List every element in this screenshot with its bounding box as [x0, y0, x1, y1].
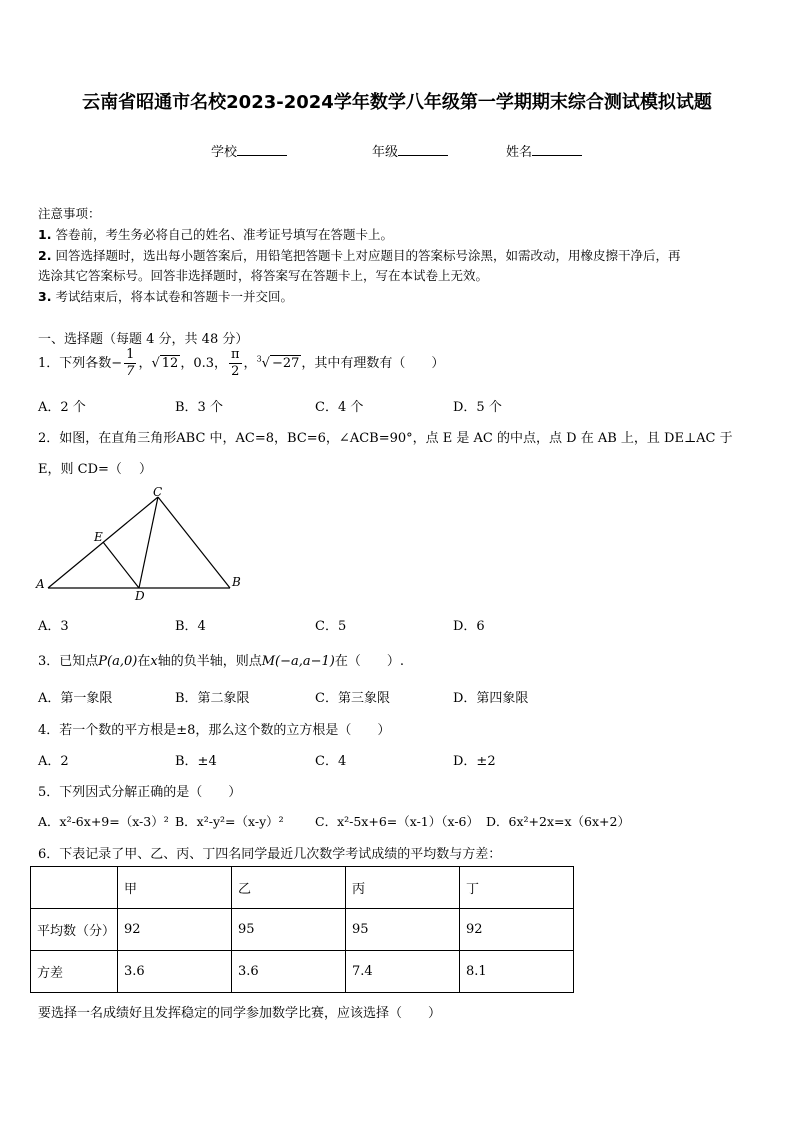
cube-root: √ −27: [261, 356, 300, 371]
table-cell: 8.1: [460, 951, 574, 993]
pi-num: π: [231, 347, 240, 362]
note-2-cont: 选涂其它答案标号。回答非选择题时，将答案写在答题卡上，写在本试卷上无效。: [38, 268, 489, 283]
pi-den: 2: [231, 364, 240, 379]
q2-line-2: E，则 CD=（ ）: [38, 462, 153, 477]
table-cell: 92: [118, 909, 232, 951]
label-e: E: [94, 530, 103, 544]
table-cell: 甲: [118, 867, 232, 909]
q3-option-d: D．第四象限: [453, 691, 529, 706]
table-header-row: [31, 867, 574, 909]
note-1: [38, 225, 393, 243]
label-d: D: [135, 589, 145, 603]
school-label: 学校: [211, 145, 238, 160]
table-cell: 乙: [232, 867, 346, 909]
q3-option-a: A．第一象限: [38, 691, 113, 706]
name-blank: [532, 143, 582, 156]
q5-option-a: A．x²-6x+9=（x-3）²: [38, 814, 169, 829]
x-axis-var: x: [150, 654, 158, 669]
label-a: A: [36, 577, 45, 591]
q5-option-c: C．x²-5x+6=（x-1）（x-6）: [315, 814, 480, 829]
q1-option-b: B．3 个: [175, 400, 223, 415]
fraction-one-seventh: [124, 347, 136, 380]
question-5: 5．下列因式分解正确的是（ ）: [38, 785, 242, 800]
grade-blank: [398, 143, 448, 156]
sqrt-12-radicand: 12: [161, 356, 179, 371]
q4-option-b: B．±4: [175, 754, 217, 769]
table-cell: 丙: [346, 867, 460, 909]
q2-option-c: C．5: [315, 619, 347, 634]
q5-option-b: B．x²-y²=（x-y）²: [175, 814, 284, 829]
grade-label: 年级: [372, 145, 399, 160]
page-title: 云南省昭通市名校2023-2024学年数学八年级第一学期期末综合测试模拟试题: [82, 92, 712, 113]
question-3: [38, 650, 404, 669]
table-cell: [31, 867, 118, 909]
school-blank: [237, 143, 287, 156]
label-b: B: [232, 575, 241, 589]
q2-option-a: A．3: [38, 619, 69, 634]
table-cell: 3.6: [232, 951, 346, 993]
side-cb: [158, 497, 230, 588]
q6-question: 要选择一名成绩好且发挥稳定的同学参加数学比赛，应该选择（ ）: [38, 1006, 442, 1021]
note-2-num: 2.: [38, 248, 52, 263]
q3-option-c: C．第三象限: [315, 691, 390, 706]
note-3: [38, 287, 293, 305]
table-cell: 方差: [31, 951, 118, 993]
q2-option-b: B．4: [175, 619, 206, 634]
q1-prefix: 1．下列各数−: [38, 356, 123, 371]
q4-option-c: C．4: [315, 754, 347, 769]
grade-field: [372, 141, 448, 160]
q1-option-c: C．4 个: [315, 400, 364, 415]
note-3-num: 3.: [38, 289, 52, 304]
table-cell: 95: [346, 909, 460, 951]
table-cell: 3.6: [118, 951, 232, 993]
table-cell: 丁: [460, 867, 574, 909]
note-1-text: 答卷前，考生务必将自己的姓名、准考证号填写在答题卡上。: [55, 227, 393, 242]
q1-option-d: D．5 个: [453, 400, 502, 415]
note-2-text: 回答选择题时，选出每小题答案后，用铅笔把答题卡上对应题目的答案标号涂黑，如需改动，用橡皮擦干净后，再: [55, 248, 681, 263]
cube-root-radicand: −27: [271, 356, 300, 371]
section-heading: 一、选择题（每题 4 分，共 48 分）: [38, 332, 249, 347]
name-field: [506, 141, 582, 160]
table-row: [31, 951, 574, 993]
point-p: P(a,0): [98, 654, 138, 669]
q1-option-a: A．2 个: [38, 400, 86, 415]
q1-suffix: ，其中有理数有（ ）: [301, 356, 445, 371]
q1-mid: ，0.3，: [180, 356, 227, 371]
q4-option-d: D．±2: [453, 754, 496, 769]
q2-line-1: 2．如图，在直角三角形ABC 中，AC=8，BC=6，∠ACB=90°，点 E 是 AC 的中点，点 D 在 AB 上，且 DE⊥AC 于: [38, 431, 733, 446]
table-cell: 平均数（分）: [31, 909, 118, 951]
sqrt-12: √ 12: [151, 356, 179, 371]
q3-prefix: 3．已知点: [38, 654, 99, 669]
q3-mid1: 在: [137, 654, 151, 669]
question-6: 6．下表记录了甲、乙、丙、丁四名同学最近几次数学考试成绩的平均数与方差：: [38, 847, 502, 862]
frac-num: 1: [126, 347, 135, 362]
notes-heading: 注意事项：: [38, 206, 101, 221]
table-cell: 95: [232, 909, 346, 951]
school-field: [211, 141, 287, 160]
note-2: [38, 246, 680, 264]
q3-option-b: B．第二象限: [175, 691, 250, 706]
name-label: 姓名: [506, 145, 533, 160]
q3-mid2: 轴的负半轴，则点: [157, 654, 262, 669]
triangle-figure: [30, 484, 250, 604]
q4-option-a: A．2: [38, 754, 69, 769]
note-1-num: 1.: [38, 227, 52, 242]
table-cell: 92: [460, 909, 574, 951]
q2-option-d: D．6: [453, 619, 485, 634]
point-m: M(−a,a−1): [261, 654, 335, 669]
table-cell: 7.4: [346, 951, 460, 993]
frac-den: 7: [126, 364, 135, 379]
table-row: [31, 909, 574, 951]
question-1: 1．下列各数− $\frac{1}{7}$ ，√ 12 ，0.3， $\frac{\pi}{2}$ ，$^3$√ −27 ，其中有理数有（ ）: [38, 347, 445, 379]
note-3-text: 考试结束后，将本试卷和答题卡一并交回。: [55, 289, 293, 304]
q5-option-d: D．6x²+2x=x（6x+2）: [486, 814, 630, 829]
segment-de: [103, 542, 139, 588]
cube-root-index: 3: [256, 354, 262, 364]
fraction-pi-half: [229, 347, 242, 380]
q3-suffix: 在（ ）.: [334, 654, 404, 669]
label-c: C: [153, 485, 163, 499]
stats-table: [30, 866, 574, 993]
question-4: 4．若一个数的平方根是±8，那么这个数的立方根是（ ）: [38, 723, 391, 738]
